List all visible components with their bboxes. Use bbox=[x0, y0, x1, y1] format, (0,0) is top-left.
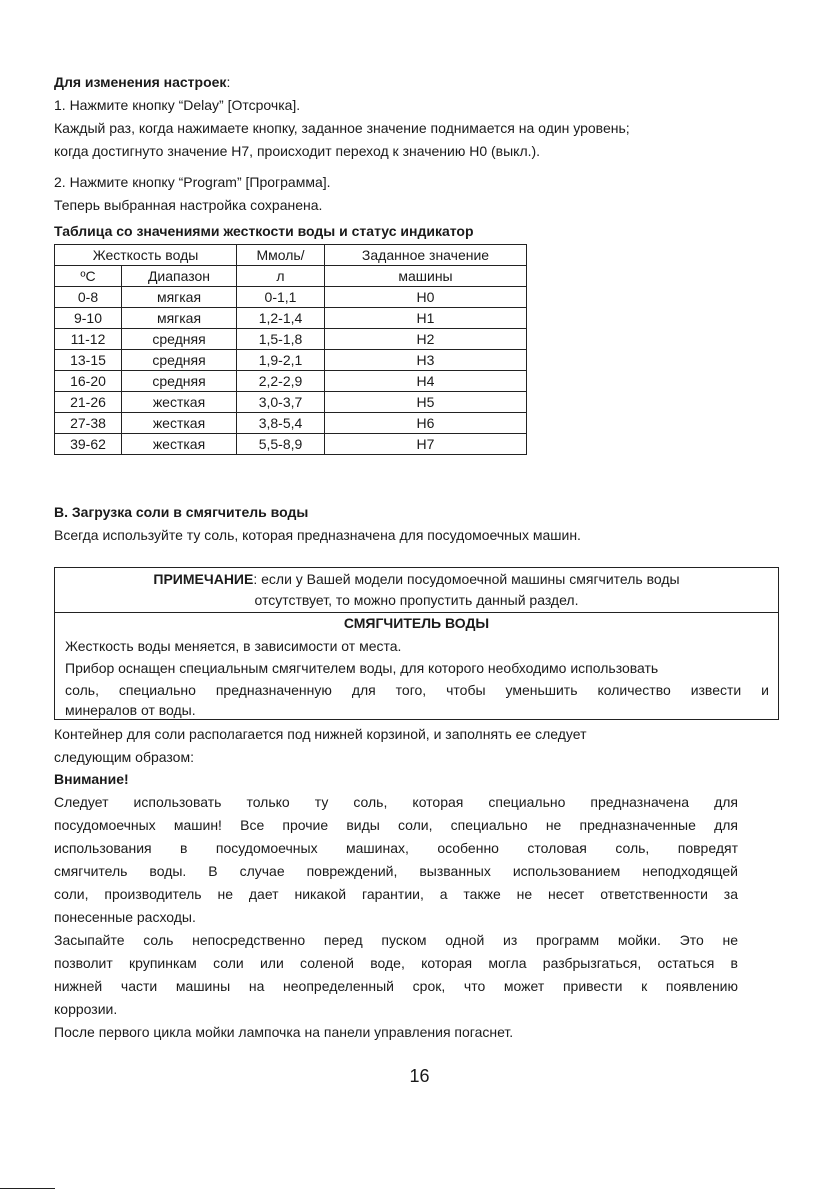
warning-line: смягчитель воды. В случае повреждений, вызванных использованием неподходящей bbox=[54, 863, 738, 879]
cell-range: средняя bbox=[122, 371, 237, 392]
table-row bbox=[55, 308, 527, 329]
table-row bbox=[55, 413, 527, 434]
step-2-detail: Теперь выбранная настройка сохранена. bbox=[54, 197, 323, 213]
header-degree: ºС bbox=[55, 266, 122, 287]
warning-line: посудомоечных машин! Все прочие виды соли, специально не предназначенные для bbox=[54, 817, 738, 833]
container-line-2: следующим образом: bbox=[54, 749, 194, 765]
cell-mmol: 3,0-3,7 bbox=[237, 392, 325, 413]
softener-line-3: соль, специально предназначенную для того, чтобы уменьшить количество извести и bbox=[65, 682, 769, 698]
settings-heading bbox=[54, 72, 230, 92]
table-row bbox=[55, 434, 527, 455]
cell-range: мягкая bbox=[122, 287, 237, 308]
fill-line: Засыпайте соль непосредственно перед пуском одной из программ мойки. Это не bbox=[54, 932, 738, 948]
cell-degree: 39-62 bbox=[55, 434, 122, 455]
cell-setting: H3 bbox=[325, 350, 527, 371]
settings-heading-colon: : bbox=[226, 74, 231, 90]
table-subheader-row bbox=[55, 266, 527, 287]
table-header-row bbox=[55, 245, 527, 266]
container-line-1: Контейнер для соли располагается под нижней корзиной, и заполнять ее следует bbox=[54, 726, 587, 742]
warning-line: соли, производитель не дает никакой гарантии, а также не несет ответственности за bbox=[54, 886, 738, 902]
softener-line-2: Прибор оснащен специальным смягчителем воды, для которого необходимо использовать bbox=[65, 660, 659, 676]
note-label: ПРИМЕЧАНИЕ bbox=[153, 571, 254, 587]
note-text-2: отсутствует, то можно пропустить данный раздел. bbox=[254, 592, 579, 608]
cell-setting: H7 bbox=[325, 434, 527, 455]
fill-line: позволит крупинкам соли или соленой воде, которая могла разбрызгаться, остаться в bbox=[54, 955, 738, 971]
cell-setting: H2 bbox=[325, 329, 527, 350]
section-b-text: Всегда используйте ту соль, которая предназначена для посудомоечных машин. bbox=[54, 527, 581, 543]
cell-mmol: 3,8-5,4 bbox=[237, 413, 325, 434]
after-cycle-line: После первого цикла мойки лампочка на панели управления погаснет. bbox=[54, 1024, 514, 1040]
cell-range: жесткая bbox=[122, 392, 237, 413]
cell-mmol: 1,5-1,8 bbox=[237, 329, 325, 350]
fill-line-last: коррозии. bbox=[54, 1001, 118, 1017]
softener-line-1: Жесткость воды меняется, в зависимости от места. bbox=[65, 638, 402, 654]
header-water-hardness: Жесткость воды bbox=[55, 245, 237, 266]
note-text-1: : если у Вашей модели посудомоечной машины смягчитель воды bbox=[253, 571, 680, 587]
table-row bbox=[55, 350, 527, 371]
warning-line-last: понесенные расходы. bbox=[54, 909, 196, 925]
cell-degree: 0-8 bbox=[55, 287, 122, 308]
cell-degree: 16-20 bbox=[55, 371, 122, 392]
step-1: 1. Нажмите кнопку “Delay” [Отсрочка]. bbox=[54, 97, 301, 113]
cell-mmol: 2,2-2,9 bbox=[237, 371, 325, 392]
cell-setting: H6 bbox=[325, 413, 527, 434]
table-title: Таблица со значениями жесткости воды и статус индикатор bbox=[54, 223, 474, 239]
hardness-table bbox=[54, 244, 527, 455]
warning-line: Следует использовать только ту соль, которая специально предназначена для bbox=[54, 794, 738, 810]
corner-rule bbox=[0, 1188, 55, 1189]
cell-setting: H4 bbox=[325, 371, 527, 392]
section-b-title: B. Загрузка соли в смягчитель воды bbox=[54, 504, 309, 520]
cell-setting: H5 bbox=[325, 392, 527, 413]
cell-range: жесткая bbox=[122, 434, 237, 455]
step-2: 2. Нажмите кнопку “Program” [Программа]. bbox=[54, 174, 331, 190]
cell-range: жесткая bbox=[122, 413, 237, 434]
cell-setting: H0 bbox=[325, 287, 527, 308]
header-range: Диапазон bbox=[122, 266, 237, 287]
cell-mmol: 1,2-1,4 bbox=[237, 308, 325, 329]
step-1-detail-2: когда достигнуто значение H7, происходит переход к значению H0 (выкл.). bbox=[54, 143, 541, 159]
header-setting-1: Заданное значение bbox=[325, 245, 527, 266]
page-number: 16 bbox=[409, 1066, 430, 1086]
cell-mmol: 0-1,1 bbox=[237, 287, 325, 308]
note-box bbox=[54, 567, 779, 720]
cell-degree: 11-12 bbox=[55, 329, 122, 350]
fill-line: нижней части машины на неопределенный срок, что может привести к появлению bbox=[54, 978, 738, 994]
step-1-detail-1: Каждый раз, когда нажимаете кнопку, заданное значение поднимается на один уровень; bbox=[54, 120, 630, 136]
cell-degree: 9-10 bbox=[55, 308, 122, 329]
cell-degree: 21-26 bbox=[55, 392, 122, 413]
warning-line: использования в посудомоечных машинах, особенно столовая соль, повредят bbox=[54, 840, 738, 856]
table-row bbox=[55, 392, 527, 413]
table-row bbox=[55, 329, 527, 350]
cell-setting: H1 bbox=[325, 308, 527, 329]
header-mmol-2: л bbox=[237, 266, 325, 287]
settings-heading-text: Для изменения настроек bbox=[54, 74, 227, 90]
cell-degree: 13-15 bbox=[55, 350, 122, 371]
cell-range: средняя bbox=[122, 350, 237, 371]
note-line-1 bbox=[55, 569, 778, 589]
cell-mmol: 1,9-2,1 bbox=[237, 350, 325, 371]
cell-range: средняя bbox=[122, 329, 237, 350]
cell-mmol: 5,5-8,9 bbox=[237, 434, 325, 455]
table-row bbox=[55, 287, 527, 308]
softener-title: СМЯГЧИТЕЛЬ ВОДЫ bbox=[343, 615, 490, 631]
header-mmol-1: Ммоль/ bbox=[237, 245, 325, 266]
attention-heading: Внимание! bbox=[54, 771, 129, 787]
cell-degree: 27-38 bbox=[55, 413, 122, 434]
cell-range: мягкая bbox=[122, 308, 237, 329]
softener-line-4: минералов от воды. bbox=[65, 702, 196, 718]
header-setting-2: машины bbox=[325, 266, 527, 287]
table-row bbox=[55, 371, 527, 392]
